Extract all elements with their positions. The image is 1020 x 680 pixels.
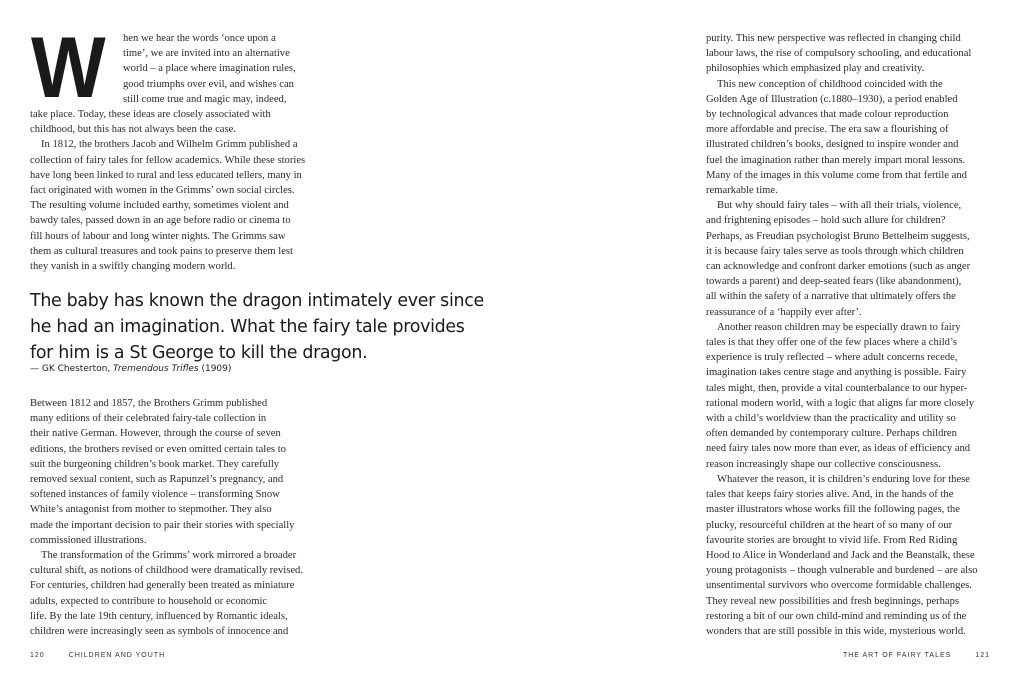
text-line: removed sexual content, such as Rapunzel’s pregnancy, and [30, 474, 284, 486]
text-line: tales that keeps fairy stories alive. And, in the hands of the [706, 489, 954, 501]
body-text-lower [30, 396, 330, 639]
text-line: have long been linked to rural and less educated tellers, many in [30, 169, 302, 181]
text-line: restoring a bit of our own child-mind and reminding us of the [706, 610, 967, 622]
text-line: world – a place where imagination rules, [123, 63, 296, 75]
text-line: philosophies which emphasized play and creativity. [706, 63, 925, 75]
text-line: all within the safety of a narrative that ultimately offers the [706, 291, 956, 303]
text-line: collection of fairy tales for fellow academics. While these stories [30, 154, 306, 166]
text-line: commissioned illustrations. [30, 534, 147, 546]
text-line: In 1812, the brothers Jacob and Wilhelm Grimm published a [41, 139, 298, 151]
pull-quote-line: The baby has known the dragon intimately ever since [30, 291, 484, 311]
drop-cap: W [31, 20, 102, 116]
text-line: Perhaps, as Freudian psychologist Bruno Bettelheim suggests, [706, 230, 970, 242]
text-line: This new conception of childhood coincided with the [717, 78, 943, 90]
text-line: wonders that are still possible in this wide, mysterious world. [706, 625, 966, 637]
text-line: imagination takes centre stage and anything is possible. Fairy [706, 367, 967, 379]
running-head: CHILDREN AND YOUTH [68, 652, 166, 659]
text-line: they vanish in a swiftly changing modern world. [30, 261, 236, 273]
text-line: good triumphs over evil, and wishes can [123, 78, 294, 90]
right-folio [843, 652, 990, 659]
text-line: more affordable and precise. The era saw a flourishing of [706, 124, 949, 136]
attribution-year: (1909) [198, 364, 232, 374]
text-line: They reveal new possibilities and fresh beginnings, perhaps [706, 595, 960, 607]
text-line: need fairy tales now more than ever, as ideas of efficiency and [706, 443, 971, 455]
quote-attribution [30, 364, 231, 374]
text-line: adults, expected to contribute to household or economic [30, 595, 268, 607]
text-line: Hood to Alice in Wonderland and Jack and the Beanstalk, these [706, 549, 975, 561]
text-line: their native German. However, through the course of seven [30, 428, 281, 440]
pull-quote [30, 288, 484, 366]
text-line: illustrated children’s books, designed to inspire wonder and [706, 139, 959, 151]
text-line: Another reason children may be especially drawn to fairy [717, 321, 961, 333]
text-line: many editions of their celebrated fairy-tale collection in [30, 413, 267, 425]
text-line: still come true and magic may, indeed, [123, 93, 287, 105]
text-line: master illustrators whose works fill the following pages, the [706, 504, 960, 516]
text-line: For centuries, children had generally been treated as miniature [30, 580, 295, 592]
text-line: Many of the images in this volume come from that fertile and [706, 169, 967, 181]
text-line: reassurance of a ‘happily ever after’. [706, 306, 862, 318]
text-line: reason increasingly shape our collective consciousness. [706, 458, 941, 470]
text-line: plucky, resourceful children at the heart of so many of our [706, 519, 953, 531]
text-line: editions, the brothers revised or even omitted certain tales to [30, 443, 286, 455]
text-line: with a child’s worldview than the practicality and utility so [706, 413, 956, 425]
text-line: fill hours of labour and long winter nights. The Grimms saw [30, 230, 286, 242]
text-line: towards a parent) and deep-seated fears (like abandonment), [706, 276, 962, 288]
text-line: often demanded by contemporary culture. Perhaps children [706, 428, 957, 440]
body-text-upper [30, 107, 330, 274]
intro-dropcap-text [123, 31, 296, 107]
attribution-work: Tremendous Trifles [113, 364, 199, 374]
text-line: purity. This new perspective was reflected in changing child [706, 33, 961, 44]
text-line: The resulting volume included earthy, sometimes violent and [30, 200, 289, 212]
attribution-author: — GK Chesterton, [30, 364, 114, 374]
left-folio [30, 652, 165, 659]
text-line: suit the burgeoning children’s book market. They carefully [30, 458, 280, 470]
text-line: cultural shift, as notions of childhood were dramatically revised. [30, 565, 304, 577]
text-line: experience is truly reflected – where adult concerns recede, [706, 352, 958, 364]
text-line: unsentimental survivors who overcome formidable challenges. [706, 580, 972, 592]
text-line: bawdy tales, passed down in an age before radio or cinema to [30, 215, 291, 227]
right-page [510, 0, 1020, 680]
page-number: 121 [975, 652, 990, 659]
text-line: them as cultural treasures and took pains to preserve them lest [30, 245, 293, 257]
text-line: by technological advances that made colour reproduction [706, 109, 949, 121]
text-line: hen we hear the words ‘once upon a [123, 33, 276, 44]
text-line: children were increasingly seen as symbols of innocence and [30, 626, 289, 638]
text-line: Between 1812 and 1857, the Brothers Grimm published [30, 398, 268, 409]
text-line: labour laws, the rise of compulsory schooling, and educational [706, 48, 972, 60]
text-line: fact originated with women in the Grimms’ own social circles. [30, 185, 295, 197]
pull-quote-line: for him is a St George to kill the dragon. [30, 343, 368, 363]
text-line: life. By the late 19th century, influenced by Romantic ideals, [30, 610, 288, 622]
text-line: The transformation of the Grimms’ work mirrored a broader [41, 550, 297, 562]
text-line: fuel the imagination rather than merely impart moral lessons. [706, 154, 966, 166]
body-text-right [706, 31, 1006, 639]
text-line: it is because fairy tales serve as tools through which children [706, 245, 964, 257]
text-line: time’, we are invited into an alternative [123, 48, 290, 60]
text-line: take place. Today, these ideas are closely associated with [30, 109, 271, 120]
text-line: favourite stories are brought to vivid life. From Red Riding [706, 534, 958, 546]
text-line: tales is that they offer one of the few places where a child’s [706, 337, 958, 349]
text-line: rational modern world, with a logic that aligns far more closely [706, 397, 975, 409]
text-line: Whatever the reason, it is children’s enduring love for these [717, 473, 970, 485]
text-line: remarkable time. [706, 185, 778, 197]
text-line: made the important decision to pair their stories with specially [30, 519, 295, 531]
pull-quote-line: he had an imagination. What the fairy tale provides [30, 317, 465, 337]
text-line: But why should fairy tales – with all their trials, violence, [717, 200, 962, 212]
text-line: childhood, but this has not always been the case. [30, 124, 236, 136]
text-line: Golden Age of Illustration (c.1880–1930), a period enabled [706, 93, 958, 105]
page-number: 120 [30, 652, 45, 659]
text-line: can acknowledge and confront darker emotions (such as anger [706, 261, 971, 273]
text-line: softened instances of family violence – transforming Snow [30, 489, 280, 501]
text-line: tales might, then, provide a vital counterbalance to our hyper- [706, 382, 968, 394]
text-line: and frightening episodes – hold such allure for children? [706, 215, 946, 227]
text-line: White’s antagonist from mother to stepmother. They also [30, 504, 272, 516]
running-head: THE ART OF FAIRY TALES [842, 652, 952, 659]
text-line: young protagonists – though vulnerable and burdened – are also [706, 565, 978, 577]
